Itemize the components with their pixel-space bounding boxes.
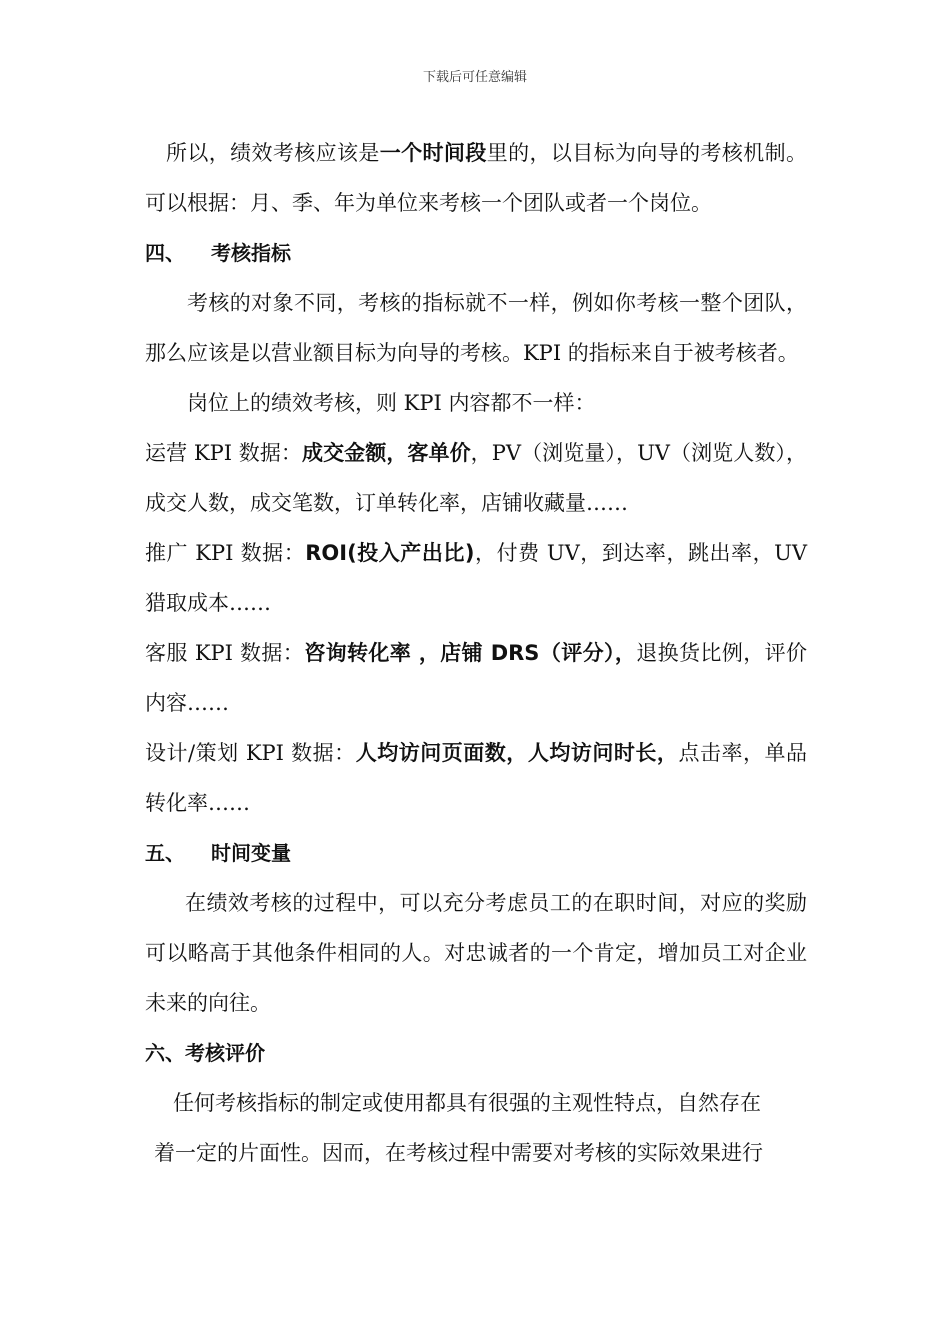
service-label: 客服 KPI 数据： <box>145 641 305 665</box>
ops-bold: 成交金额，客单价 <box>302 441 471 465</box>
page-header: 下载后可任意编辑 <box>422 70 527 85</box>
sec4-paragraph-1: 考核的对象不同，考核的指标就不一样，例如你考核一整个团队，那么应该是以营业额目标为向导的考核。KPI 的指标来自于被考核者。 <box>145 291 807 365</box>
ops-rest: ，PV（浏览量），UV（浏览人数），成交人数，成交笔数，订单转化率，店铺收藏量…… <box>145 441 807 515</box>
promo-kpi-paragraph <box>145 528 807 628</box>
design-label: 设计/策划 KPI 数据： <box>145 741 356 765</box>
design-rest: 点击率，单品转化率…… <box>145 741 808 815</box>
intro-bold: 一个时间段 <box>379 141 487 165</box>
document-body <box>145 128 807 1178</box>
promo-bold: ROI(投入产出比) <box>305 541 475 565</box>
sec5-paragraph: 在绩效考核的过程中，可以充分考虑员工的在职时间，对应的奖励可以略高于其他条件相同的人。对忠诚者的一个肯定，增加员工对企业未来的向往。 <box>145 891 807 1015</box>
intro-paragraph <box>145 128 807 228</box>
section-number: 五、 <box>145 841 185 865</box>
promo-rest: ，付费 UV，到达率，跳出率，UV 猎取成本…… <box>145 541 808 615</box>
sec6-paragraph-line-1: 任何考核指标的制定或使用都具有很强的主观性特点，自然存在 <box>173 1091 761 1115</box>
section-heading-4 <box>145 228 807 278</box>
section-title: 时间变量 <box>211 841 291 865</box>
service-bold: 咨询转化率 ，店铺 DRS（评分）， <box>304 641 637 665</box>
section-heading-6: 六、考核评价 <box>145 1041 265 1065</box>
section-heading-5 <box>145 828 807 878</box>
promo-label: 推广 KPI 数据： <box>145 541 306 565</box>
service-rest: 退换货比例，评价内容…… <box>145 641 807 715</box>
design-kpi-paragraph <box>145 728 807 828</box>
sec6-paragraph-line-2: 着一定的片面性。因而，在考核过程中需要对考核的实际效果进行 <box>154 1141 763 1165</box>
sec4-paragraph-2: 岗位上的绩效考核，则 KPI 内容都不一样： <box>187 391 596 415</box>
design-bold: 人均访问页面数，人均访问时长， <box>355 741 679 765</box>
ops-label: 运营 KPI 数据： <box>145 441 303 465</box>
intro-text-c: 里的，以目标为向导的考核机制。可以根据：月、季、年为单位来考核一个团队或者一个岗位。 <box>145 141 808 215</box>
section-number: 四、 <box>145 241 185 265</box>
service-kpi-paragraph <box>145 628 807 728</box>
ops-kpi-paragraph <box>145 428 807 528</box>
intro-text-a: 所以，绩效考核应该是 <box>166 141 380 165</box>
section-title: 考核指标 <box>211 241 291 265</box>
